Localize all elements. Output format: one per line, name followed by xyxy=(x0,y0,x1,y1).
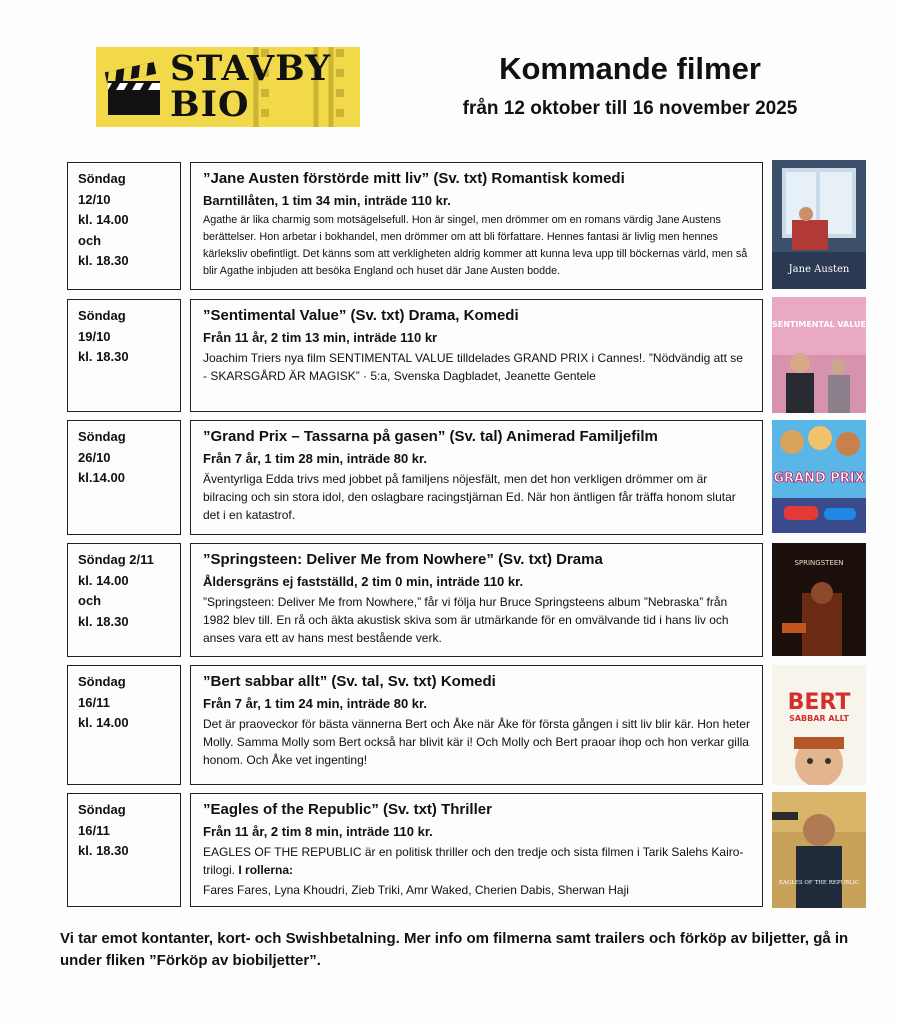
film-info xyxy=(190,299,763,412)
poster-title: EAGLES OF THE REPUBLIC xyxy=(778,880,860,886)
screening-date: Söndag 12/10 kl. 14.00 och kl. 18.30 xyxy=(67,162,181,290)
film-description: Äventyrliga Edda trivs med jobbet på familjens nöjesfält, men det hon verkligen drömmer om är bilracing och sin stora idol, den oslagbare racingstjärnan Ed. När hon äntligen får träffa honom slutar det i en katastrof. xyxy=(203,472,736,522)
film-meta: Från 7 år, 1 tim 28 min, inträde 80 kr. xyxy=(203,451,427,466)
poster-subtitle: SABBAR ALLT xyxy=(789,714,849,723)
poster-title: SPRINGSTEEN xyxy=(794,559,844,567)
film-poster xyxy=(772,665,866,785)
poster-title: GRAND PRIX xyxy=(773,471,865,486)
film-poster xyxy=(772,543,866,656)
film-poster xyxy=(772,160,866,289)
poster-title: SENTIMENTAL VALUE xyxy=(772,320,866,329)
film-meta: Barntillåten, 1 tim 34 min, inträde 110 kr. xyxy=(203,193,451,208)
film-title: ”Bert sabbar allt” (Sv. tal, Sv. txt) Komedi xyxy=(203,673,496,690)
film-description xyxy=(203,843,750,879)
screening-date: Söndag 26/10 kl.14.00 xyxy=(67,420,181,535)
film-title: ”Eagles of the Republic” (Sv. txt) Thriller xyxy=(203,801,492,818)
film-poster xyxy=(772,792,866,908)
film-cast: Fares Fares, Lyna Khoudri, Zieb Triki, Amr Waked, Cherien Dabis, Sherwan Haji xyxy=(203,883,629,897)
film-info xyxy=(190,420,763,535)
film-info xyxy=(190,665,763,785)
film-meta: Från 11 år, 2 tim 8 min, inträde 110 kr. xyxy=(203,824,433,839)
film-meta: Från 7 år, 1 tim 24 min, inträde 80 kr. xyxy=(203,696,427,711)
screening-date: Söndag 16/11 kl. 14.00 xyxy=(67,665,181,785)
film-description: Det är praoveckor för bästa vännerna Bert och Åke när Åke för första gången i sitt liv blir kär. Hon heter Molly. Samma Molly som Bert också har blivit kär i! Och Molly och Bert praoar ihop och hon verkar gilla honom. Och Åke vet ingenting! xyxy=(203,717,750,767)
film-info xyxy=(190,543,763,657)
film-description: Agathe är lika charmig som motsägelsefull. Hon är singel, men drömmer om en romans värdig Jane Austens berättelser. Hon arbetar i bokhandel, men drömmer om att bli författare. Hennes fantasi är livlig men hennes kärleksliv obefintligt. Det känns som att verkligheten aldrig kommer att kunna leva upp till böckernas värld, men så blir Agathe inbjuden att besöka England och huset där Jane Austen bodde. xyxy=(203,214,748,277)
cinema-logo xyxy=(96,47,360,127)
page-subtitle: från 12 oktober till 16 november 2025 xyxy=(462,98,798,119)
logo-text: STAVBY BIO xyxy=(170,48,332,125)
film-poster xyxy=(772,297,866,413)
payment-info: Vi tar emot kontanter, kort- och Swishbetalning. Mer info om filmerna samt trailers och förköp av biljetter, gå in under fliken ”Förköp av biobiljetter”. xyxy=(60,930,849,969)
film-title: ”Springsteen: Deliver Me from Nowhere” (Sv. txt) Drama xyxy=(203,551,603,568)
film-title: ”Grand Prix – Tassarna på gasen” (Sv. tal) Animerad Familjefilm xyxy=(203,428,658,445)
film-meta: Från 11 år, 2 tim 13 min, inträde 110 kr xyxy=(203,330,438,345)
cast-label: I rollerna: xyxy=(238,863,294,877)
film-description: ”Springsteen: Deliver Me from Nowhere,” får vi följa hur Bruce Springsteens album ”Nebraska” från 1982 blev till. En rå och äkta akustisk skiva som är utmärkande för en omvälvande tid i hans liv och anses vara ett av hans mest bestående verk. xyxy=(203,595,729,645)
film-meta: Åldersgräns ej fastställd, 2 tim 0 min, inträde 110 kr. xyxy=(203,574,524,589)
film-poster xyxy=(772,420,866,533)
film-info xyxy=(190,162,763,290)
header xyxy=(390,50,870,121)
film-title: ”Sentimental Value” (Sv. txt) Drama, Komedi xyxy=(203,307,519,324)
film-description-text: EAGLES OF THE REPUBLIC är en politisk thriller och den tredje och sista filmen i Tarik Salehs Kairo-trilogi. xyxy=(203,845,744,877)
film-info xyxy=(190,793,763,907)
screening-date: Söndag 19/10 kl. 18.30 xyxy=(67,299,181,412)
page-title: Kommande filmer xyxy=(499,51,761,86)
screening-date: Söndag 16/11 kl. 18.30 xyxy=(67,793,181,907)
poster-title: Jane Austen xyxy=(788,264,850,275)
film-description: Joachim Triers nya film SENTIMENTAL VALUE tilldelades GRAND PRIX i Cannes!. ”Nödvändig att se - SKARSGÅRD ÄR MAGISK” · 5:a, Svenska Dagbladet, Jeanette Gentele xyxy=(203,351,743,383)
film-title: ”Jane Austen förstörde mitt liv” (Sv. txt) Romantisk komedi xyxy=(203,170,625,187)
screening-date: Söndag 2/11 kl. 14.00 och kl. 18.30 xyxy=(67,543,181,657)
poster-title: BERT xyxy=(787,690,851,715)
clapperboard-icon xyxy=(102,55,164,119)
